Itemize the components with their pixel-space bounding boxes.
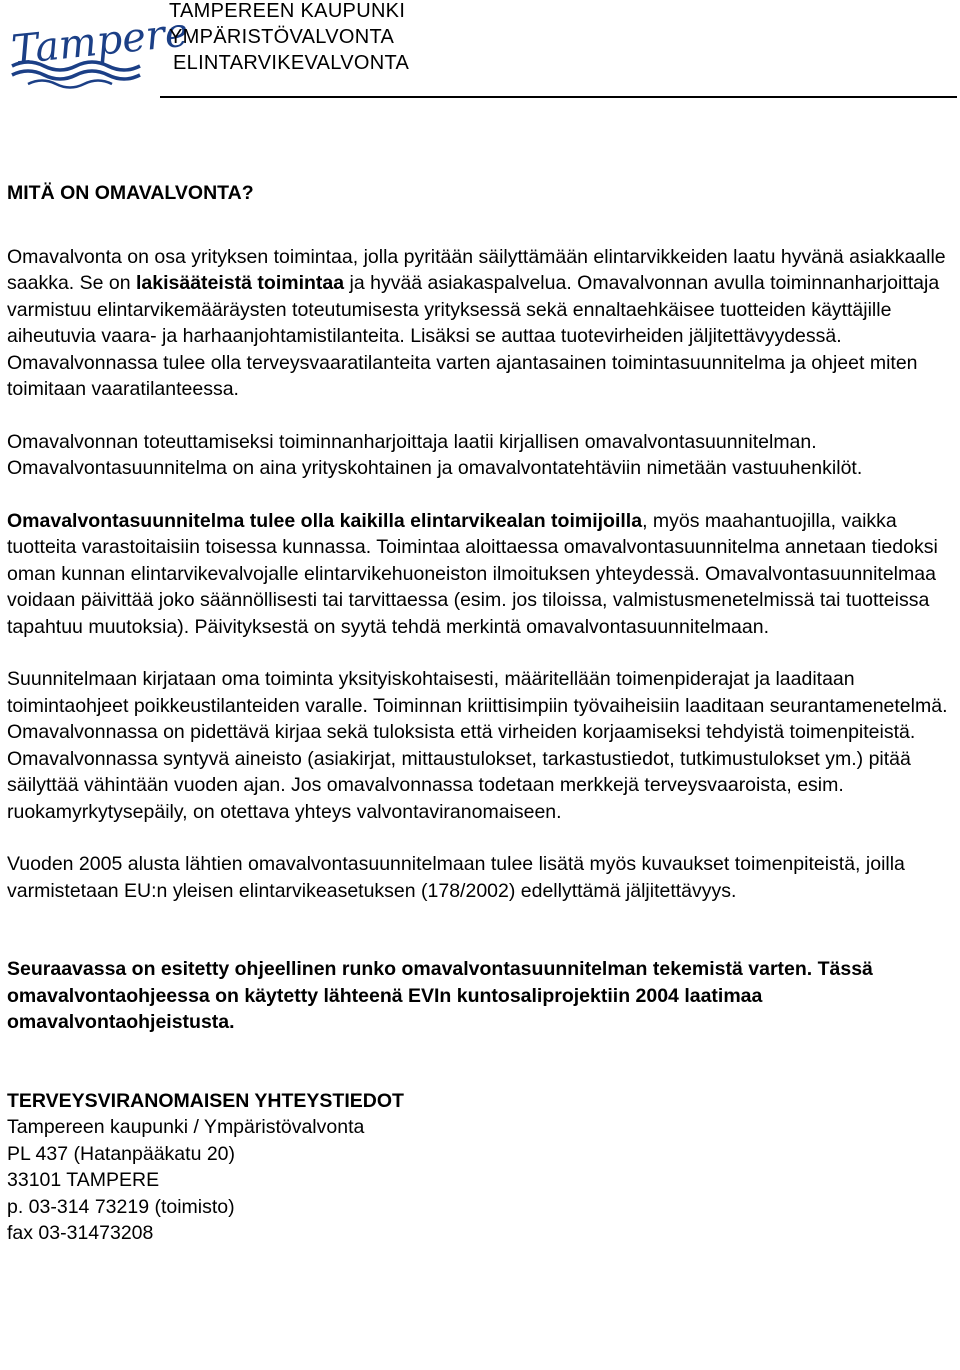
org-line-city: TAMPEREEN KAUPUNKI [169, 0, 406, 22]
paragraph-requirement [7, 508, 952, 641]
requirement-text: , myös maahantuojilla, vaikka tuotteita varastoitaisiin toisessa kunnassa. Toimintaa aloittaessa omavalvontasuunnitelma annetaan tiedoksi oman kunnan elintarvikevalvojalle elintarvikehuoneiston ilmoituksen yhteydessä. Omavalvontasuunnitelmaa voidaan päivittää joko säännöllisesti tai tarvittaessa (esim. jos tiloissa, valmistusmenetelmissä tai tuotteissa tapahtuu muutoksia). Päivityksestä on syytä tehdä merkintä omavalvontasuunnitelmaan. [7, 509, 938, 638]
contact-line-postcode: 33101 TAMPERE [7, 1169, 160, 1191]
contact-line-phone: p. 03-314 73219 (toimisto) [7, 1195, 235, 1218]
document-body [7, 180, 952, 1247]
contact-line-fax: fax 03-31473208 [7, 1222, 154, 1244]
paragraph-guide-note: Seuraavassa on esitetty ohjeellinen runko omavalvontasuunnitelman tekemistä varten. Tässä omavalvontaohjeessa on käytetty lähteenä EVIn kuntosaliprojektiin 2004 laatimaa omavalvontaohjeistusta. [7, 958, 873, 1033]
paragraph-traceability: Vuoden 2005 alusta lähtien omavalvontasuunnitelmaan tulee lisätä myös kuvaukset toimenpiteistä, joilla varmistetaan EU:n yleisen elintarvikeasetuksen (178/2002) edellyttämä jäljitettävyys. [7, 853, 905, 902]
intro-bold-phrase: lakisääteistä toimintaa [136, 272, 345, 294]
contact-heading: TERVEYSVIRANOMAISEN YHTEYSTIEDOT [7, 1089, 404, 1112]
requirement-bold-phrase: Omavalvontasuunnitelma tulee olla kaikilla elintarvikealan toimijoilla [7, 509, 643, 532]
intro-text-end: ja hyvää asiakaspalvelua. Omavalvonnan avulla toiminnanharjoittaja varmistuu elintarvikemääräysten toteutumisesta yrityksessä sekä ennaltaehkäisee tuotteiden käyttäjille aiheutuvia vaara- ja harhaanjohtamistilanteita. Lisäksi se auttaa tuotevirheiden jäljitettävyydessä. Omavalvonnassa tulee olla terveysvaaratilanteita varten ajantasainen toimintasuunnitelma ja ohjeet miten toimitaan vaaratilanteessa. [7, 272, 940, 400]
contact-line-office: Tampereen kaupunki / Ympäristövalvonta [7, 1116, 365, 1138]
org-line-unit: ELINTARVIKEVALVONTA [173, 52, 410, 74]
intro-text-start: Omavalvonta on osa yrityksen toimintaa, jolla pyritään säilyttämään elintarvikkeiden laatu hyvänä asiakkaalle saakka. Se on [7, 245, 946, 294]
contact-line-address: PL 437 (Hatanpääkatu 20) [7, 1142, 236, 1165]
logo-wave-3 [28, 81, 112, 88]
page-header [0, 0, 960, 100]
paragraph-plan: Omavalvonnan toteuttamiseksi toiminnanharjoittaja laatii kirjallisen omavalvontasuunnitelman. Omavalvontasuunnitelma on aina yrityskohtainen ja omavalvontatehtäviin nimetään vastuuhenkilöt. [7, 430, 863, 479]
org-line-department: YMPÄRISTÖVALVONTA [169, 26, 395, 48]
page-title: MITÄ ON OMAVALVONTA? [7, 182, 254, 204]
logo-wordmark: Tampere [9, 9, 191, 74]
tampere-logo [8, 6, 191, 88]
header-rule [160, 96, 957, 98]
logo-wave-2 [12, 71, 140, 79]
paragraph-records: Suunnitelmaan kirjataan oma toiminta yksityiskohtaisesti, määritellään toimenpiderajat ja laaditaan toimintaohjeet poikkeustilanteiden varalle. Toiminnan kriittisimpiin työvaiheisiin laaditaan seurantamenetelmä. Omavalvonnassa on pidettävä kirjaa sekä tuloksista että virheiden korjaamiseksi tehdyistä toimenpiteistä. Omavalvonnassa syntyvä aineisto (asiakirjat, mittaustulokset, tarkastustiedot, tutkimustulokset ym.) pitää säilyttää vähintään vuoden ajan. Jos omavalvonnassa todetaan merkkejä terveysvaaroista, esim. ruokamyrkytysepäily, on otettava yhteys valvontaviranomaiseen. [7, 668, 948, 823]
organization-name [169, 0, 409, 76]
paragraph-intro [7, 244, 952, 403]
